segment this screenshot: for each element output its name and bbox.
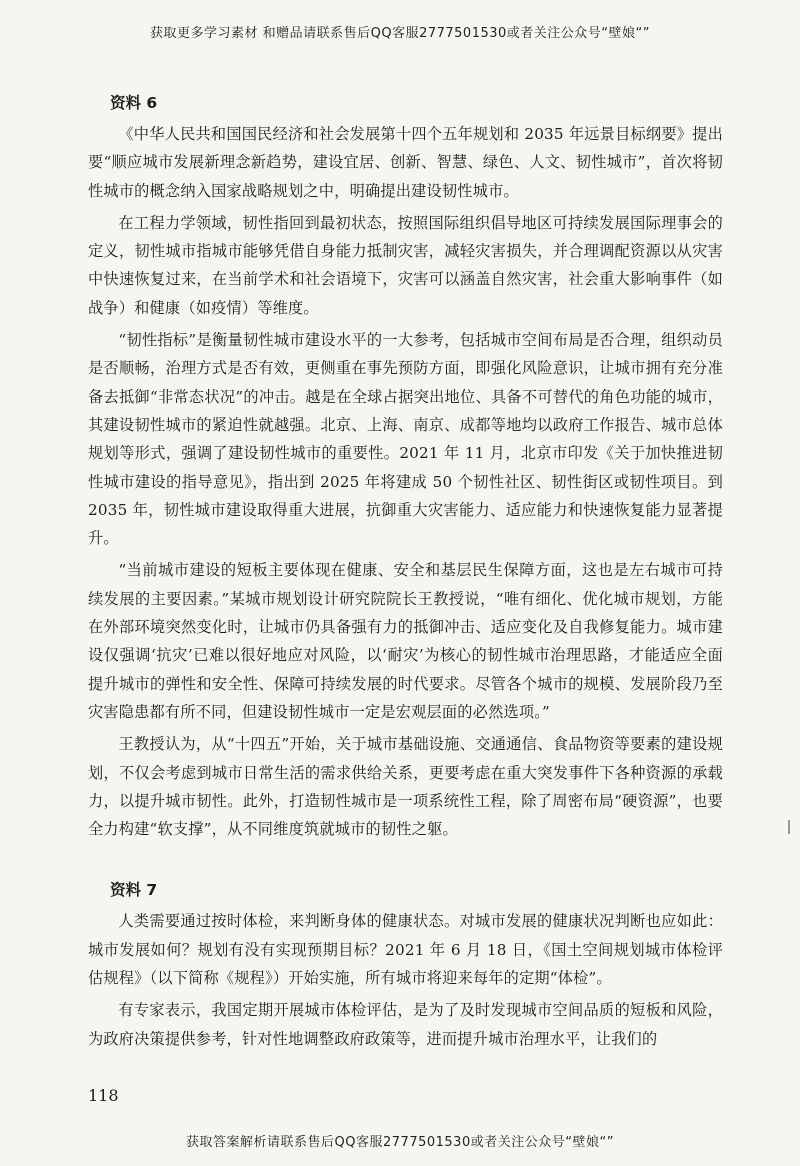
section-gap (88, 847, 723, 877)
page-header-watermark: 获取更多学习素材 和赠品请联系售后QQ客服2777501530或者关注公众号“壁娘“” (149, 26, 650, 41)
page-footer-watermark: 获取答案解析请联系售后QQ客服2777501530或者关注公众号“壁娘“” (186, 1135, 614, 1150)
paragraph: 在工程力学领域，韧性指回到最初状态，按照国际组织倡导地区可持续发展国际理事会的定义，韧性城市指城市能够凭借自身能力抵制灾害，减轻灾害损失，并合理调配资源以从灾害中快速恢复过来，在当前学术和社会语境下，灾害可以涵盖自然灾害，社会重大影响事件（如战争）和健康（如疫情）等维度。 (88, 213, 723, 317)
paragraph: “当前城市建设的短板主要体现在健康、安全和基层民生保障方面，这也是左右城市可持续发展的主要因素。”某城市规划设计研究院院长王教授说，“唯有细化、优化城市规划，方能在外部环境突然变化时，让城市仍具备强有力的抵御冲击、适应变化及自我修复能力。城市建设仅强调‘抗灾’已难以很好地应对风险，以‘耐灾’为核心的韧性城市治理思路，才能适应全面提升城市的弹性和安全性、保障可持续发展的时代要求。尽管各个城市的规模、发展阶段乃至灾害隐患都有所不同，但建设韧性城市一定是宏观层面的必然选项。” (88, 561, 723, 721)
document-body (88, 90, 723, 1057)
paragraph: 《中华人民共和国国民经济和社会发展第十四个五年规划和 2035 年远景目标纲要》提出要“顺应城市发展新理念新趋势，建设宜居、创新、智慧、绿色、人文、韧性城市”，首次将韧性城市的概念纳入国家战略规划之中，明确提出建设韧性城市。 (88, 125, 723, 200)
section-material-7 (88, 877, 723, 1052)
page-number: 118 (88, 1086, 119, 1105)
scan-edge-mark (788, 820, 790, 834)
paragraph: 人类需要通过按时体检，来判断身体的健康状态。对城市发展的健康状况判断也应如此：城市发展如何？规划有没有实现预期目标？2021 年 6 月 18 日，《国土空间规划城市体检评估规程》（以下简称《规程》）开始实施，所有城市将迎来每年的定期“体检”。 (88, 912, 723, 988)
section-material-6 (88, 90, 723, 843)
paragraph: 王教授认为，从“十四五”开始，关于城市基础设施、交通通信、食品物资等要素的建设规划，不仅会考虑到城市日常生活的需求供给关系，更要考虑在重大突发事件下各种资源的承载力，以提升城市韧性。此外，打造韧性城市是一项系统性工程，除了周密布局“硬资源”，也要全力构建“软支撑”，从不同维度筑就城市的韧性之躯。 (88, 735, 723, 839)
section-title: 资料 6 (110, 94, 158, 112)
paragraph: 有专家表示，我国定期开展城市体检评估，是为了及时发现城市空间品质的短板和风险，为政府决策提供参考，针对性地调整政府政策等，进而提升城市治理水平，让我们的 (88, 1001, 723, 1048)
section-title: 资料 7 (110, 881, 158, 900)
paragraph: “韧性指标”是衡量韧性城市建设水平的一大参考，包括城市空间布局是否合理，组织动员是否顺畅，治理方式是否有效，更侧重在事先预防方面，即强化风险意识，让城市拥有充分准备去抵御“非常态状况”的冲击。越是在全球占据突出地位、具备不可替代的角色功能的城市，其建设韧性城市的紧迫性就越强。北京、上海、南京、成都等地均以政府工作报告、城市总体规划等形式，强调了建设韧性城市的重要性。2021 年 11 月，北京市印发《关于加快推进韧性城市建设的指导意见》，指出到 2025 年将建成 50 个韧性社区、韧性街区或韧性项目。到 2035 年，韧性城市建设取得重大进展，抗御重大灾害能力、适应能力和快速恢复能力显著提升。 (88, 331, 723, 548)
